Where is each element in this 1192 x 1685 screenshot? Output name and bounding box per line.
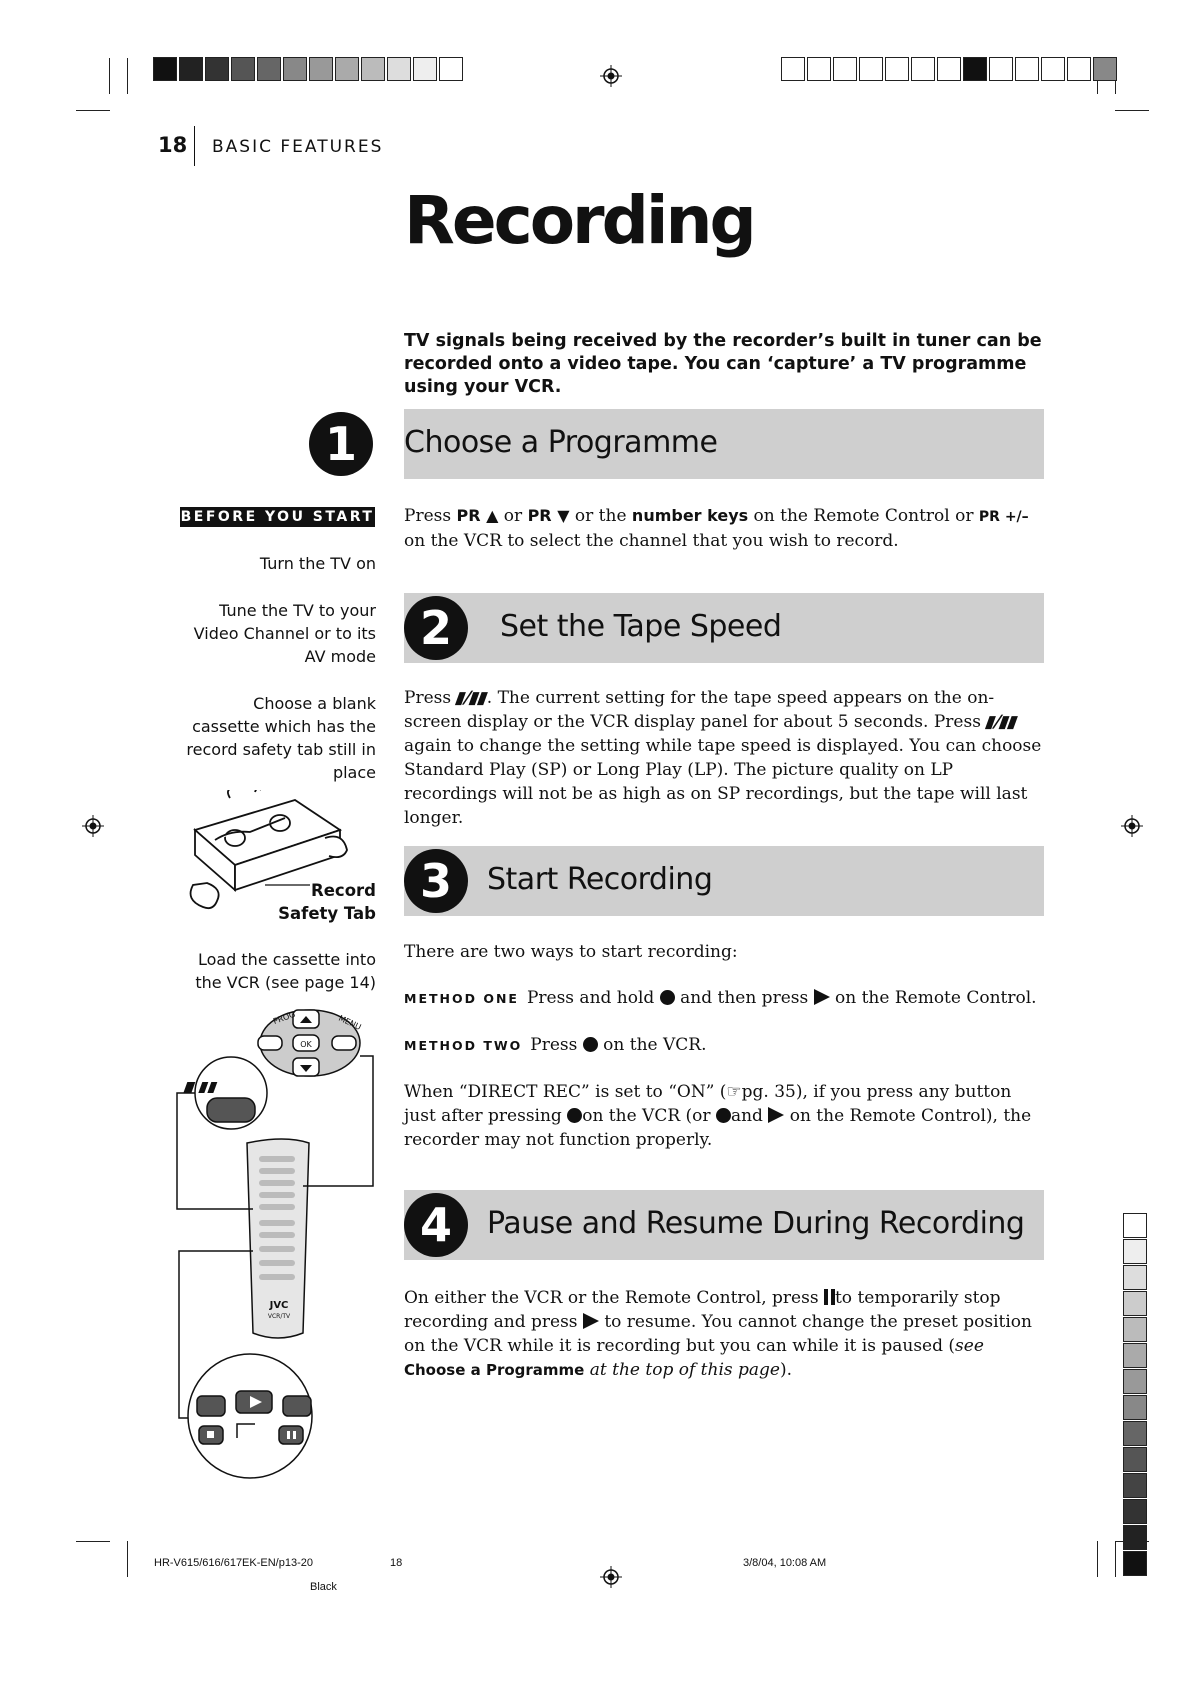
remote-menu-label: MENU — [337, 1013, 363, 1032]
grey-swatch — [231, 57, 255, 81]
grey-swatch — [1123, 1369, 1147, 1394]
sidebar-item: Load the cassette into the VCR (see page 14) — [195, 950, 376, 992]
crop-mark — [127, 58, 128, 94]
tape-speed-icon: ▮/▮▮ — [982, 712, 1021, 732]
crop-mark — [1115, 110, 1149, 111]
grey-swatch — [439, 57, 463, 81]
grey-swatch — [963, 57, 987, 81]
grey-swatch — [781, 57, 805, 81]
registration-mark-icon — [82, 815, 104, 837]
grey-swatch — [335, 57, 359, 81]
record-icon — [660, 990, 675, 1005]
grey-scale-bar-right — [781, 57, 1119, 83]
crop-mark — [1115, 1541, 1116, 1577]
grey-swatch — [833, 57, 857, 81]
grey-swatch — [387, 57, 411, 81]
section-title: BASIC FEATURES — [212, 137, 384, 157]
step-3-header — [404, 846, 1044, 916]
grey-swatch — [1123, 1239, 1147, 1264]
step-1-heading: Choose a Programme — [404, 425, 718, 460]
crop-mark — [76, 1541, 110, 1542]
footer-date: 3/8/04, 10:08 AM — [743, 1557, 827, 1569]
sidebar-item: Turn the TV on — [259, 554, 376, 573]
step-3-text: There are two ways to start recording: METHOD ONE Press and hold and then press on the Remote Control. METHOD TWO Press on the VCR. When “DIRECT REC” is set to “ON” (☞pg. 35), if you press any button just after pressing on the VCR (or and on the Remote Control), the recorder may not function properly. — [404, 942, 1037, 1150]
grey-swatch — [1123, 1447, 1147, 1472]
grey-swatch — [205, 57, 229, 81]
grey-swatch — [989, 57, 1013, 81]
grey-swatch — [1123, 1499, 1147, 1524]
step-2-number: 2 — [404, 596, 468, 660]
play-icon — [583, 1313, 599, 1329]
grey-scale-bar-side — [1123, 1213, 1148, 1577]
footer-plate: Black — [310, 1581, 337, 1593]
remote-model-label: VCR/TV — [267, 1313, 291, 1320]
play-icon — [814, 989, 830, 1005]
step-1-header — [404, 409, 1044, 479]
step-2-text: Press ▮/▮▮. The current setting for the tape speed appears on the on-screen display or the VCR display panel for about 5 seconds. Press ▮/▮▮ again to change the setting while tape speed is displayed. You can choose Standard Play (SP) or Long Play (LP). The picture quality on LP recordings will not be as high as on SP recordings, but the tape will last longer. — [404, 688, 1042, 828]
grey-swatch — [1123, 1213, 1147, 1238]
grey-swatch — [1123, 1421, 1147, 1446]
step-2-heading: Set the Tape Speed — [500, 609, 782, 644]
grey-swatch — [1093, 57, 1117, 81]
before-you-start-badge: BEFORE YOU START — [180, 509, 375, 525]
play-icon — [768, 1107, 784, 1123]
crop-mark — [1097, 1541, 1098, 1577]
crop-mark — [109, 58, 110, 94]
grey-swatch — [283, 57, 307, 81]
remote-ok-label: OK — [300, 1040, 312, 1049]
step-1-text: Press PR ▲ or PR ▼ or the number keys on the Remote Control or PR +/– on the VCR to select the channel that you wish to record. — [404, 506, 1029, 551]
grey-swatch — [1123, 1473, 1147, 1498]
page-number: 18 — [158, 133, 188, 157]
intro-text: TV signals being received by the recorder’s built in tuner can be recorded onto a video tape. You can ‘capture’ a TV programme using your VCR. — [404, 331, 1042, 397]
header-divider — [194, 126, 195, 166]
grey-swatch — [1041, 57, 1065, 81]
crop-mark — [76, 110, 110, 111]
step-3-heading: Start Recording — [487, 862, 713, 897]
step-3-number: 3 — [404, 849, 468, 913]
grey-swatch — [153, 57, 177, 81]
step-4-heading: Pause and Resume During Recording — [487, 1206, 1025, 1241]
step-2-header — [404, 593, 1044, 663]
grey-swatch — [1123, 1395, 1147, 1420]
remote-prog-label: PROG — [271, 1009, 297, 1026]
grey-swatch — [885, 57, 909, 81]
sidebar-item: Choose a blank cassette which has the record safety tab still in place — [186, 694, 376, 782]
grey-swatch — [257, 57, 281, 81]
registration-mark-icon — [600, 65, 622, 87]
grey-swatch — [179, 57, 203, 81]
grey-swatch — [1067, 57, 1091, 81]
registration-mark-icon — [1121, 815, 1143, 837]
grey-swatch — [1015, 57, 1039, 81]
grey-swatch — [937, 57, 961, 81]
grey-swatch — [1123, 1317, 1147, 1342]
footer-page: 18 — [390, 1557, 403, 1569]
tape-speed-icon: ▮/▮▮ — [452, 688, 491, 708]
grey-swatch — [413, 57, 437, 81]
pause-icon — [824, 1289, 828, 1305]
remote-brand-label: JVC — [269, 1300, 289, 1311]
step-4-text: On either the VCR or the Remote Control, press to temporarily stop recording and press to resume. You cannot change the preset position on the VCR while it is recording but you can while it is paused (see Choose a Programme at the top of this page). — [404, 1288, 1032, 1380]
grey-scale-bar-left — [153, 57, 465, 83]
record-icon — [567, 1108, 582, 1123]
record-icon — [583, 1037, 598, 1052]
record-safety-tab-label: Record Safety Tab — [278, 881, 376, 923]
grey-swatch — [1123, 1343, 1147, 1368]
grey-swatch — [807, 57, 831, 81]
grey-swatch — [859, 57, 883, 81]
grey-swatch — [1123, 1525, 1147, 1550]
step-4-number: 4 — [404, 1193, 468, 1257]
registration-mark-icon — [600, 1566, 622, 1588]
page-title: Recording — [404, 182, 754, 259]
record-icon — [716, 1108, 731, 1123]
grey-swatch — [1123, 1265, 1147, 1290]
remote-control-illustration — [175, 1006, 375, 1486]
grey-swatch — [309, 57, 333, 81]
step-4-header — [404, 1190, 1044, 1260]
grey-swatch — [361, 57, 385, 81]
footer-filename: HR-V615/616/617EK-EN/p13-20 — [154, 1557, 313, 1569]
step-1-number: 1 — [309, 412, 373, 476]
grey-swatch — [1123, 1551, 1147, 1576]
grey-swatch — [911, 57, 935, 81]
grey-swatch — [1123, 1291, 1147, 1316]
crop-mark — [127, 1541, 128, 1577]
sidebar-item: Tune the TV to your Video Channel or to its AV mode — [193, 601, 376, 666]
